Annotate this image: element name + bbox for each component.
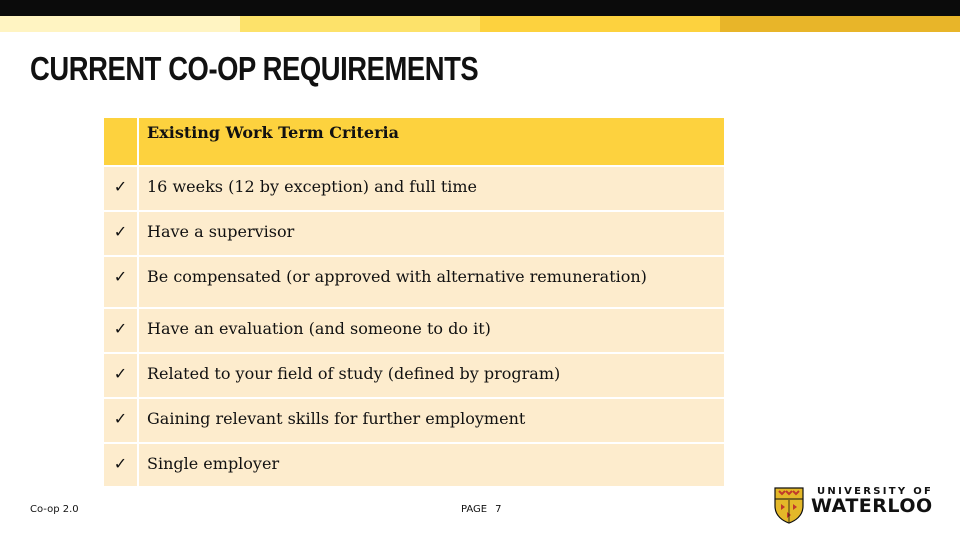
criteria-row [104, 352, 724, 397]
top-color-bar [0, 0, 960, 32]
checkmark-icon: ✓ [104, 397, 139, 442]
checkmark-icon: ✓ [104, 352, 139, 397]
bar-segment-1 [0, 16, 240, 32]
page-number-value: 7 [495, 504, 502, 515]
logo-line-1: UNIVERSITY OF [817, 486, 934, 497]
criteria-row [104, 442, 724, 486]
header-check-cell [104, 118, 139, 165]
footer-course-label: Co-op 2.0 [30, 504, 79, 515]
checkmark-icon: ✓ [104, 307, 139, 352]
criteria-item: Gaining relevant skills for further employment [139, 397, 724, 442]
checkmark-icon: ✓ [104, 210, 139, 255]
logo-line-2: WATERLOO [811, 495, 933, 517]
criteria-row [104, 307, 724, 352]
bar-segment-4 [720, 16, 960, 32]
criteria-row [104, 210, 724, 255]
bar-segment-2 [240, 16, 480, 32]
criteria-item: Related to your field of study (defined by program) [139, 352, 724, 397]
criteria-item: Be compensated (or approved with alternative remuneration) [139, 255, 724, 307]
page-number [461, 504, 502, 515]
checkmark-icon: ✓ [104, 165, 139, 210]
criteria-header: Existing Work Term Criteria [139, 118, 724, 165]
criteria-item: 16 weeks (12 by exception) and full time [139, 165, 724, 210]
bar-segment-3 [480, 16, 720, 32]
checkmark-icon: ✓ [104, 255, 139, 307]
criteria-header-row [104, 118, 724, 165]
top-black-band [0, 0, 960, 16]
slide-title: CURRENT CO-OP REQUIREMENTS [30, 50, 479, 87]
criteria-item: Have a supervisor [139, 210, 724, 255]
criteria-row [104, 255, 724, 307]
criteria-item: Have an evaluation (and someone to do it) [139, 307, 724, 352]
criteria-item: Single employer [139, 442, 724, 486]
criteria-table [104, 118, 724, 486]
checkmark-icon: ✓ [104, 442, 139, 486]
criteria-row [104, 397, 724, 442]
university-logo [773, 486, 933, 526]
crest-icon [773, 486, 805, 524]
page-label: PAGE [461, 504, 488, 515]
criteria-row [104, 165, 724, 210]
